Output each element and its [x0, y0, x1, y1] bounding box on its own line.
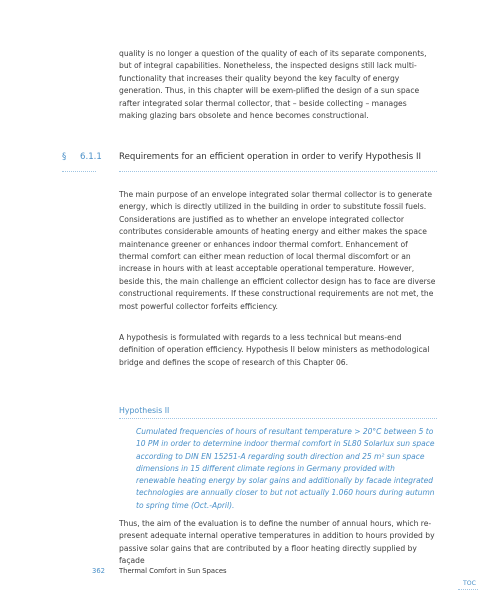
section-heading	[0, 151, 486, 171]
hypothesis-label: Hypothesis II	[119, 406, 170, 415]
section-number-divider	[62, 171, 96, 172]
section-symbol: §	[62, 152, 67, 162]
hypothesis-divider	[119, 418, 437, 419]
hypothesis-text: Cumulated frequencies of hours of resultant temperature > 20°C between 5 to 10 PM in order to determine indoor thermal comfort in SL80 Solarlux sun space according to DIN EN 15251-A regarding south direction and 25 m² sun space dimensions in 15 different climate regions in Germany provided with renewable heating energy by solar gains and additionally by facade integrated technologies are annually closer to but not actually 1.060 hours during autumn to spring time (Oct.-April).	[136, 427, 435, 510]
toc-link[interactable]: TOC	[463, 580, 476, 587]
section-title: Requirements for an efficient operation in order to verify Hypothesis II	[119, 152, 422, 162]
running-title: Thermal Comfort in Sun Spaces	[119, 567, 227, 575]
page-number: 362	[92, 567, 105, 575]
intro-paragraph: quality is no longer a question of the quality of each of its separate components, but of integral capabilities. Nonetheless, the inspected designs still lack multi-functionality that increases their quality beyond the key faculty of energy generation. Thus, in this chapter will be exem-plified the design of a sun space rafter integrated solar thermal collector, that – beside collecting – manages making glazing bars obsolete and hence becomes constructional.	[119, 49, 427, 121]
paragraph-purpose: The main purpose of an envelope integrated solar thermal collector is to generate energy, which is directly utilized in the building in order to substitute fossil fuels. Considerations are justified as to whether an envelope integrated collector contributes considerable amounts of heating energy and either makes the space maintenance greener or enhances indoor thermal comfort. Enhancement of thermal comfort can either mean reduction of local thermal discomfort or an increase in hours with at least acceptable operational temperature. However, beside this, the main challenge an efficient collector design has to face are diverse constructional requirements. If these constructional requirements are not met, the most powerful collector forfeits efficiency.	[119, 190, 436, 311]
paragraph-evaluation-aim: Thus, the aim of the evaluation is to define the number of annual hours, which re-present adequate internal operative temperatures in addition to hours provided by passive solar gains that are contributed by a floor heating directly supplied by façade	[119, 519, 435, 566]
section-number: 6.1.1	[80, 152, 102, 162]
toc-underline	[458, 589, 478, 590]
paragraph-hypothesis-intro: A hypothesis is formulated with regards to a less technical but means-end definition of operation efficiency. Hypothesis II below ministers as methodological bridge and defines the scope of research of this Chapter 06.	[119, 333, 430, 367]
section-title-divider	[119, 171, 437, 172]
